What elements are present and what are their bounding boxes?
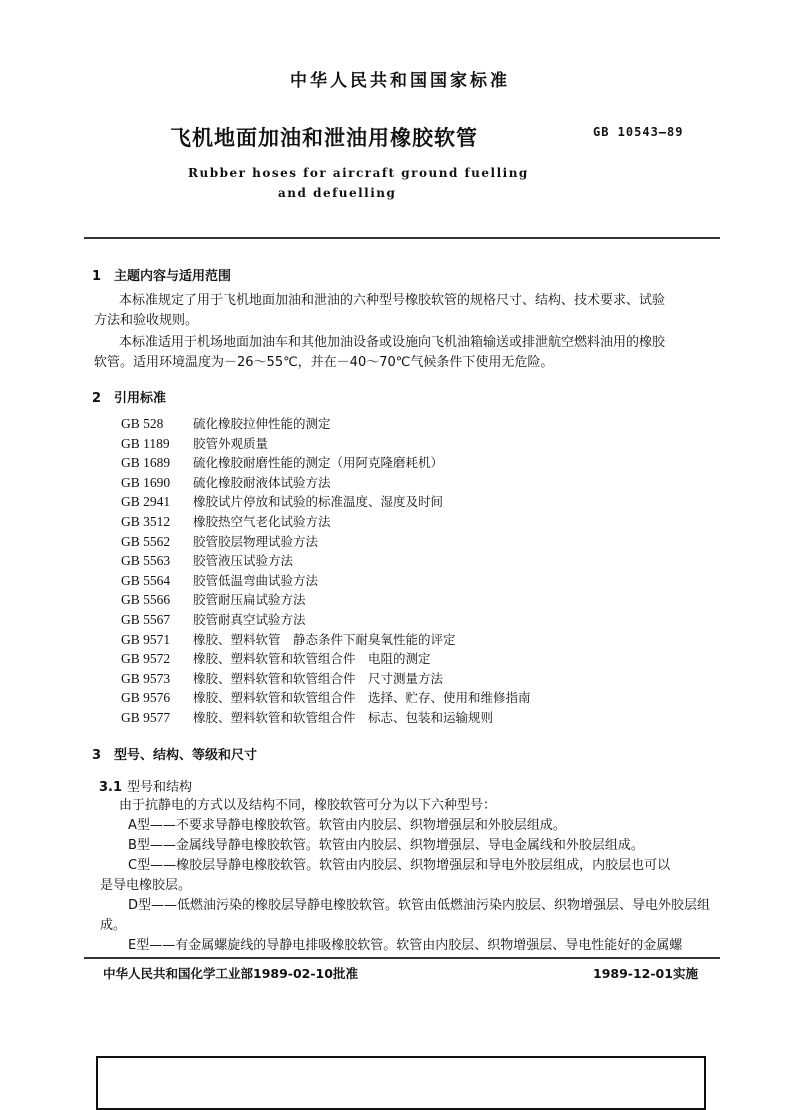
- reference-standard-title: 橡胶试片停放和试验的标准温度、湿度及时间: [193, 494, 444, 510]
- section-1-para-2-line-1: 本标准适用于机场地面加油车和其他加油设备或设施向飞机油箱输送或排泄航空燃料油用的橡胶: [119, 335, 666, 350]
- reference-standard-row: [121, 708, 493, 726]
- reference-standard-row: [121, 512, 331, 530]
- document-title-en-line2: and defuelling: [278, 186, 397, 200]
- section-1-para-1-line-2: 方法和验收规则。: [94, 313, 199, 328]
- subsection-3-1-number: 3.1: [99, 780, 123, 795]
- reference-standard-code: GB 5566: [121, 592, 171, 608]
- reference-standard-row: [121, 473, 331, 491]
- reference-standard-row: [121, 453, 443, 471]
- reference-standard-code: GB 2941: [121, 494, 171, 510]
- reference-standard-code: GB 5563: [121, 553, 171, 569]
- reference-standard-row: [121, 688, 531, 706]
- type-a-description: A型——不要求导静电橡胶软管。软管由内胶层、织物增强层和外胶层组成。: [128, 818, 566, 833]
- reference-standard-row: [121, 610, 306, 628]
- types-intro: 由于抗静电的方式以及结构不同，橡胶软管可分为以下六种型号：: [119, 798, 497, 813]
- reference-standard-code: GB 9572: [121, 651, 171, 667]
- reference-standard-row: [121, 571, 318, 589]
- reference-standard-title: 胶管低温弯曲试验方法: [193, 572, 319, 588]
- section-3-heading: [92, 744, 257, 763]
- section-3-number: 3: [92, 748, 102, 763]
- section-3-title: 型号、结构、等级和尺寸: [114, 748, 258, 763]
- reference-standard-title: 橡胶、塑料软管和软管组合件 电阻的测定: [193, 651, 431, 667]
- reference-standard-title: 橡胶、塑料软管和软管组合件 标志、包装和运输规则: [193, 710, 494, 725]
- section-1-para-1-line-1: 本标准规定了用于飞机地面加油和泄油的六种型号橡胶软管的规格尺寸、结构、技术要求、试验: [119, 293, 666, 308]
- section-1-para-2-line-2: 软管。适用环境温度为－26～55℃，并在－40～70℃气候条件下使用无危险。: [94, 355, 554, 370]
- reference-standard-code: GB 1690: [121, 474, 171, 490]
- type-e-description: E型——有金属螺旋线的导静电排吸橡胶软管。软管由内胶层、织物增强层、导电性能好的金属螺: [128, 938, 683, 953]
- type-b-description: B型——金属线导静电橡胶软管。软管由内胶层、织物增强层、导电金属线和外胶层组成。: [128, 838, 644, 853]
- reference-standard-title: 胶管液压试验方法: [193, 553, 294, 569]
- reference-standard-row: [121, 669, 443, 687]
- reference-standard-row: [121, 590, 306, 608]
- reference-standard-code: GB 5567: [121, 612, 171, 627]
- reference-standard-row: [121, 492, 443, 510]
- reference-standard-title: 硫化橡胶耐液体试验方法: [193, 474, 331, 490]
- reference-standard-title: 橡胶、塑料软管 静态条件下耐臭氧性能的评定: [193, 631, 456, 647]
- reference-standard-title: 橡胶、塑料软管和软管组合件 尺寸测量方法: [193, 670, 444, 686]
- reference-standard-code: GB 9573: [121, 670, 171, 686]
- effective-date: 1989-12-01实施: [593, 966, 698, 981]
- section-1-number: 1: [92, 269, 102, 284]
- reference-standard-title: 硫化橡胶拉伸性能的测定: [193, 416, 331, 431]
- section-1-title: 主题内容与适用范围: [114, 269, 232, 284]
- reference-standard-code: GB 5562: [121, 533, 171, 549]
- standard-number: GB 10543—89: [593, 125, 684, 139]
- footer-divider: [84, 957, 720, 959]
- reference-standard-code: GB 5564: [121, 572, 171, 588]
- type-d-description-line-1: D型——低燃油污染的橡胶层导静电橡胶软管。软管由低燃油污染内胶层、织物增强层、导电外胶层组: [128, 898, 711, 913]
- reference-standard-title: 胶管耐压扁试验方法: [193, 592, 306, 608]
- section-2-title: 引用标准: [114, 391, 167, 406]
- reference-standard-code: GB 1689: [121, 455, 171, 471]
- subsection-3-1-heading: [99, 776, 192, 795]
- reference-standard-title: 胶管外观质量: [193, 435, 269, 451]
- reference-standard-row: [121, 551, 293, 569]
- reference-standard-row: [121, 630, 456, 648]
- standard-category-header: 中华人民共和国国家标准: [290, 71, 510, 91]
- section-2-number: 2: [92, 391, 102, 406]
- reference-standard-title: 胶管耐真空试验方法: [193, 612, 306, 627]
- document-title-cn: 飞机地面加油和泄油用橡胶软管: [170, 126, 478, 150]
- reference-standard-title: 硫化橡胶耐磨性能的测定（用阿克隆磨耗机）: [193, 455, 444, 471]
- subsection-3-1-title: 型号和结构: [127, 780, 193, 795]
- reference-standard-title: 橡胶、塑料软管和软管组合件 选择、贮存、使用和维修指南: [193, 690, 531, 706]
- reference-standard-code: GB 528: [121, 416, 164, 431]
- document-title-en-line1: Rubber hoses for aircraft ground fuelling: [188, 166, 529, 180]
- reference-standard-code: GB 1189: [121, 435, 170, 451]
- header-divider: [84, 237, 720, 239]
- reference-standard-code: GB 9576: [121, 690, 171, 706]
- reference-standard-row: [121, 532, 318, 550]
- reference-standard-row: [121, 414, 331, 432]
- reference-standard-row: [121, 649, 431, 667]
- bottom-frame: [96, 1056, 706, 1110]
- type-c-description-line-2: 是导电橡胶层。: [100, 878, 192, 893]
- reference-standard-code: GB 9571: [121, 631, 171, 647]
- type-c-description-line-1: C型——橡胶层导静电橡胶软管。软管由内胶层、织物增强层和导电外胶层组成，内胶层也可以: [128, 858, 671, 873]
- section-2-heading: [92, 387, 166, 406]
- type-d-description-line-2: 成。: [100, 918, 127, 933]
- reference-standard-code: GB 9577: [121, 710, 171, 725]
- approval-statement: 中华人民共和国化学工业部1989-02-10批准: [103, 966, 358, 981]
- section-1-heading: [92, 265, 231, 284]
- reference-standard-code: GB 3512: [121, 514, 171, 529]
- reference-standard-row: [121, 434, 268, 452]
- reference-standard-title: 橡胶热空气老化试验方法: [193, 514, 331, 529]
- reference-standard-title: 胶管胶层物理试验方法: [193, 533, 319, 549]
